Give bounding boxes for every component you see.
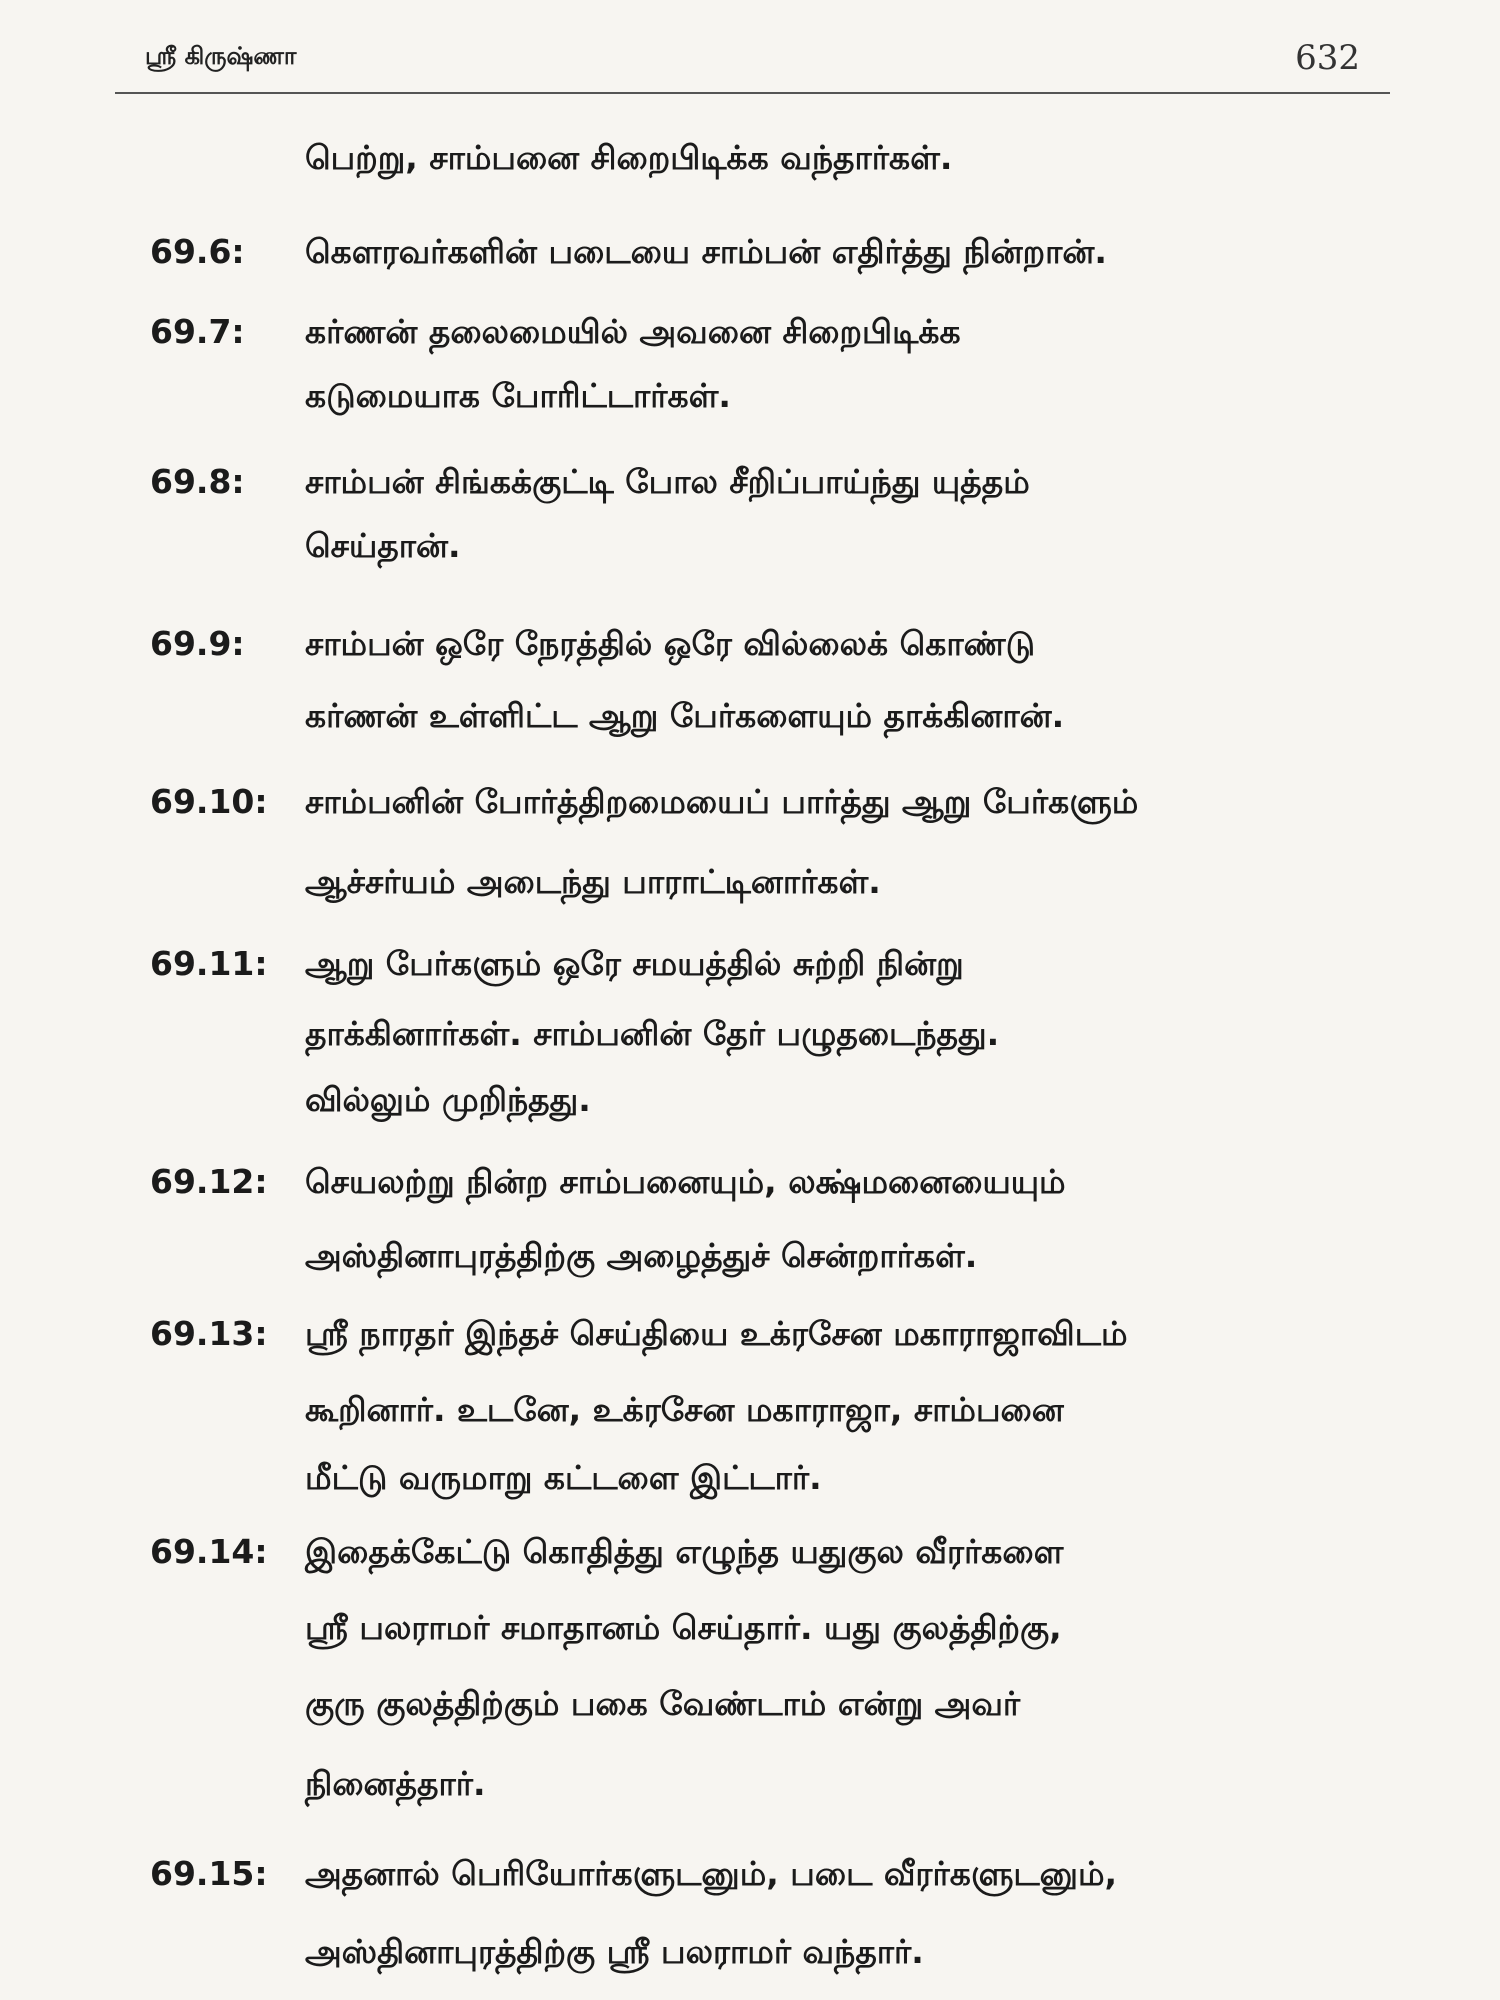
verse-line: ஸ்ரீ பலராமர் சமாதானம் செய்தார். யது குலத்திற்கு, — [305, 1608, 1062, 1647]
verse-line: ஸ்ரீ நாரதர் இந்தச் செய்தியை உக்ரசேன மகாராஜாவிடம் — [305, 1314, 1128, 1353]
verse-line: செய்தான். — [305, 526, 461, 565]
verse-line: மீட்டு வருமாறு கட்டளை இட்டார். — [305, 1458, 822, 1497]
verse-line: சாம்பனின் போர்த்திறமையைப் பார்த்து ஆறு பேர்களும் — [305, 782, 1139, 821]
verse-number: 69.6: — [150, 232, 245, 271]
verse-number: 69.13: — [150, 1314, 268, 1353]
running-title: ஸ்ரீ கிருஷ்ணா — [145, 42, 297, 70]
verse-line: செயலற்று நின்ற சாம்பனையும், லக்ஷ்மனையையும் — [305, 1162, 1066, 1201]
verse-number: 69.15: — [150, 1854, 268, 1893]
verse-line: ஆறு பேர்களும் ஒரே சமயத்தில் சுற்றி நின்று — [305, 944, 964, 983]
continuation-line: பெற்று, சாம்பனை சிறைபிடிக்க வந்தார்கள். — [305, 138, 953, 177]
verse-line: கௌரவர்களின் படையை சாம்பன் எதிர்த்து நின்றான். — [305, 232, 1107, 271]
verse-line: சாம்பன் ஒரே நேரத்தில் ஒரே வில்லைக் கொண்டு — [305, 624, 1036, 663]
verse-line: வில்லும் முறிந்தது. — [305, 1080, 591, 1119]
verse-line: அஸ்தினாபுரத்திற்கு ஸ்ரீ பலராமர் வந்தார். — [305, 1932, 924, 1971]
verse-number: 69.10: — [150, 782, 268, 821]
verse-line: ஆச்சர்யம் அடைந்து பாராட்டினார்கள். — [305, 862, 881, 901]
verse-number: 69.14: — [150, 1532, 268, 1571]
verse-line: குரு குலத்திற்கும் பகை வேண்டாம் என்று அவர் — [305, 1684, 1021, 1723]
verse-number: 69.11: — [150, 944, 268, 983]
page-number: 632 — [1295, 38, 1360, 78]
verse-line: நினைத்தார். — [305, 1764, 486, 1803]
verse-line: கர்ணன் உள்ளிட்ட ஆறு பேர்களையும் தாக்கினான். — [305, 696, 1065, 735]
verse-line: தாக்கினார்கள். சாம்பனின் தேர் பழுதடைந்தது. — [305, 1014, 1000, 1053]
verse-line: கர்ணன் தலைமையில் அவனை சிறைபிடிக்க — [305, 312, 961, 351]
verse-line: சாம்பன் சிங்கக்குட்டி போல சீறிப்பாய்ந்து யுத்தம் — [305, 462, 1030, 501]
verse-line: இதைக்கேட்டு கொதித்து எழுந்த யதுகுல வீரர்களை — [305, 1532, 1064, 1571]
verse-line: அஸ்தினாபுரத்திற்கு அழைத்துச் சென்றார்கள். — [305, 1236, 978, 1275]
verse-line: அதனால் பெரியோர்களுடனும், படை வீரர்களுடனும், — [305, 1854, 1118, 1893]
verse-number: 69.9: — [150, 624, 245, 663]
verse-number: 69.8: — [150, 462, 245, 501]
verse-number: 69.12: — [150, 1162, 268, 1201]
verse-line: கடுமையாக போரிட்டார்கள். — [305, 376, 731, 415]
verse-line: கூறினார். உடனே, உக்ரசேன மகாராஜா, சாம்பனை — [305, 1390, 1064, 1429]
verse-number: 69.7: — [150, 312, 245, 351]
